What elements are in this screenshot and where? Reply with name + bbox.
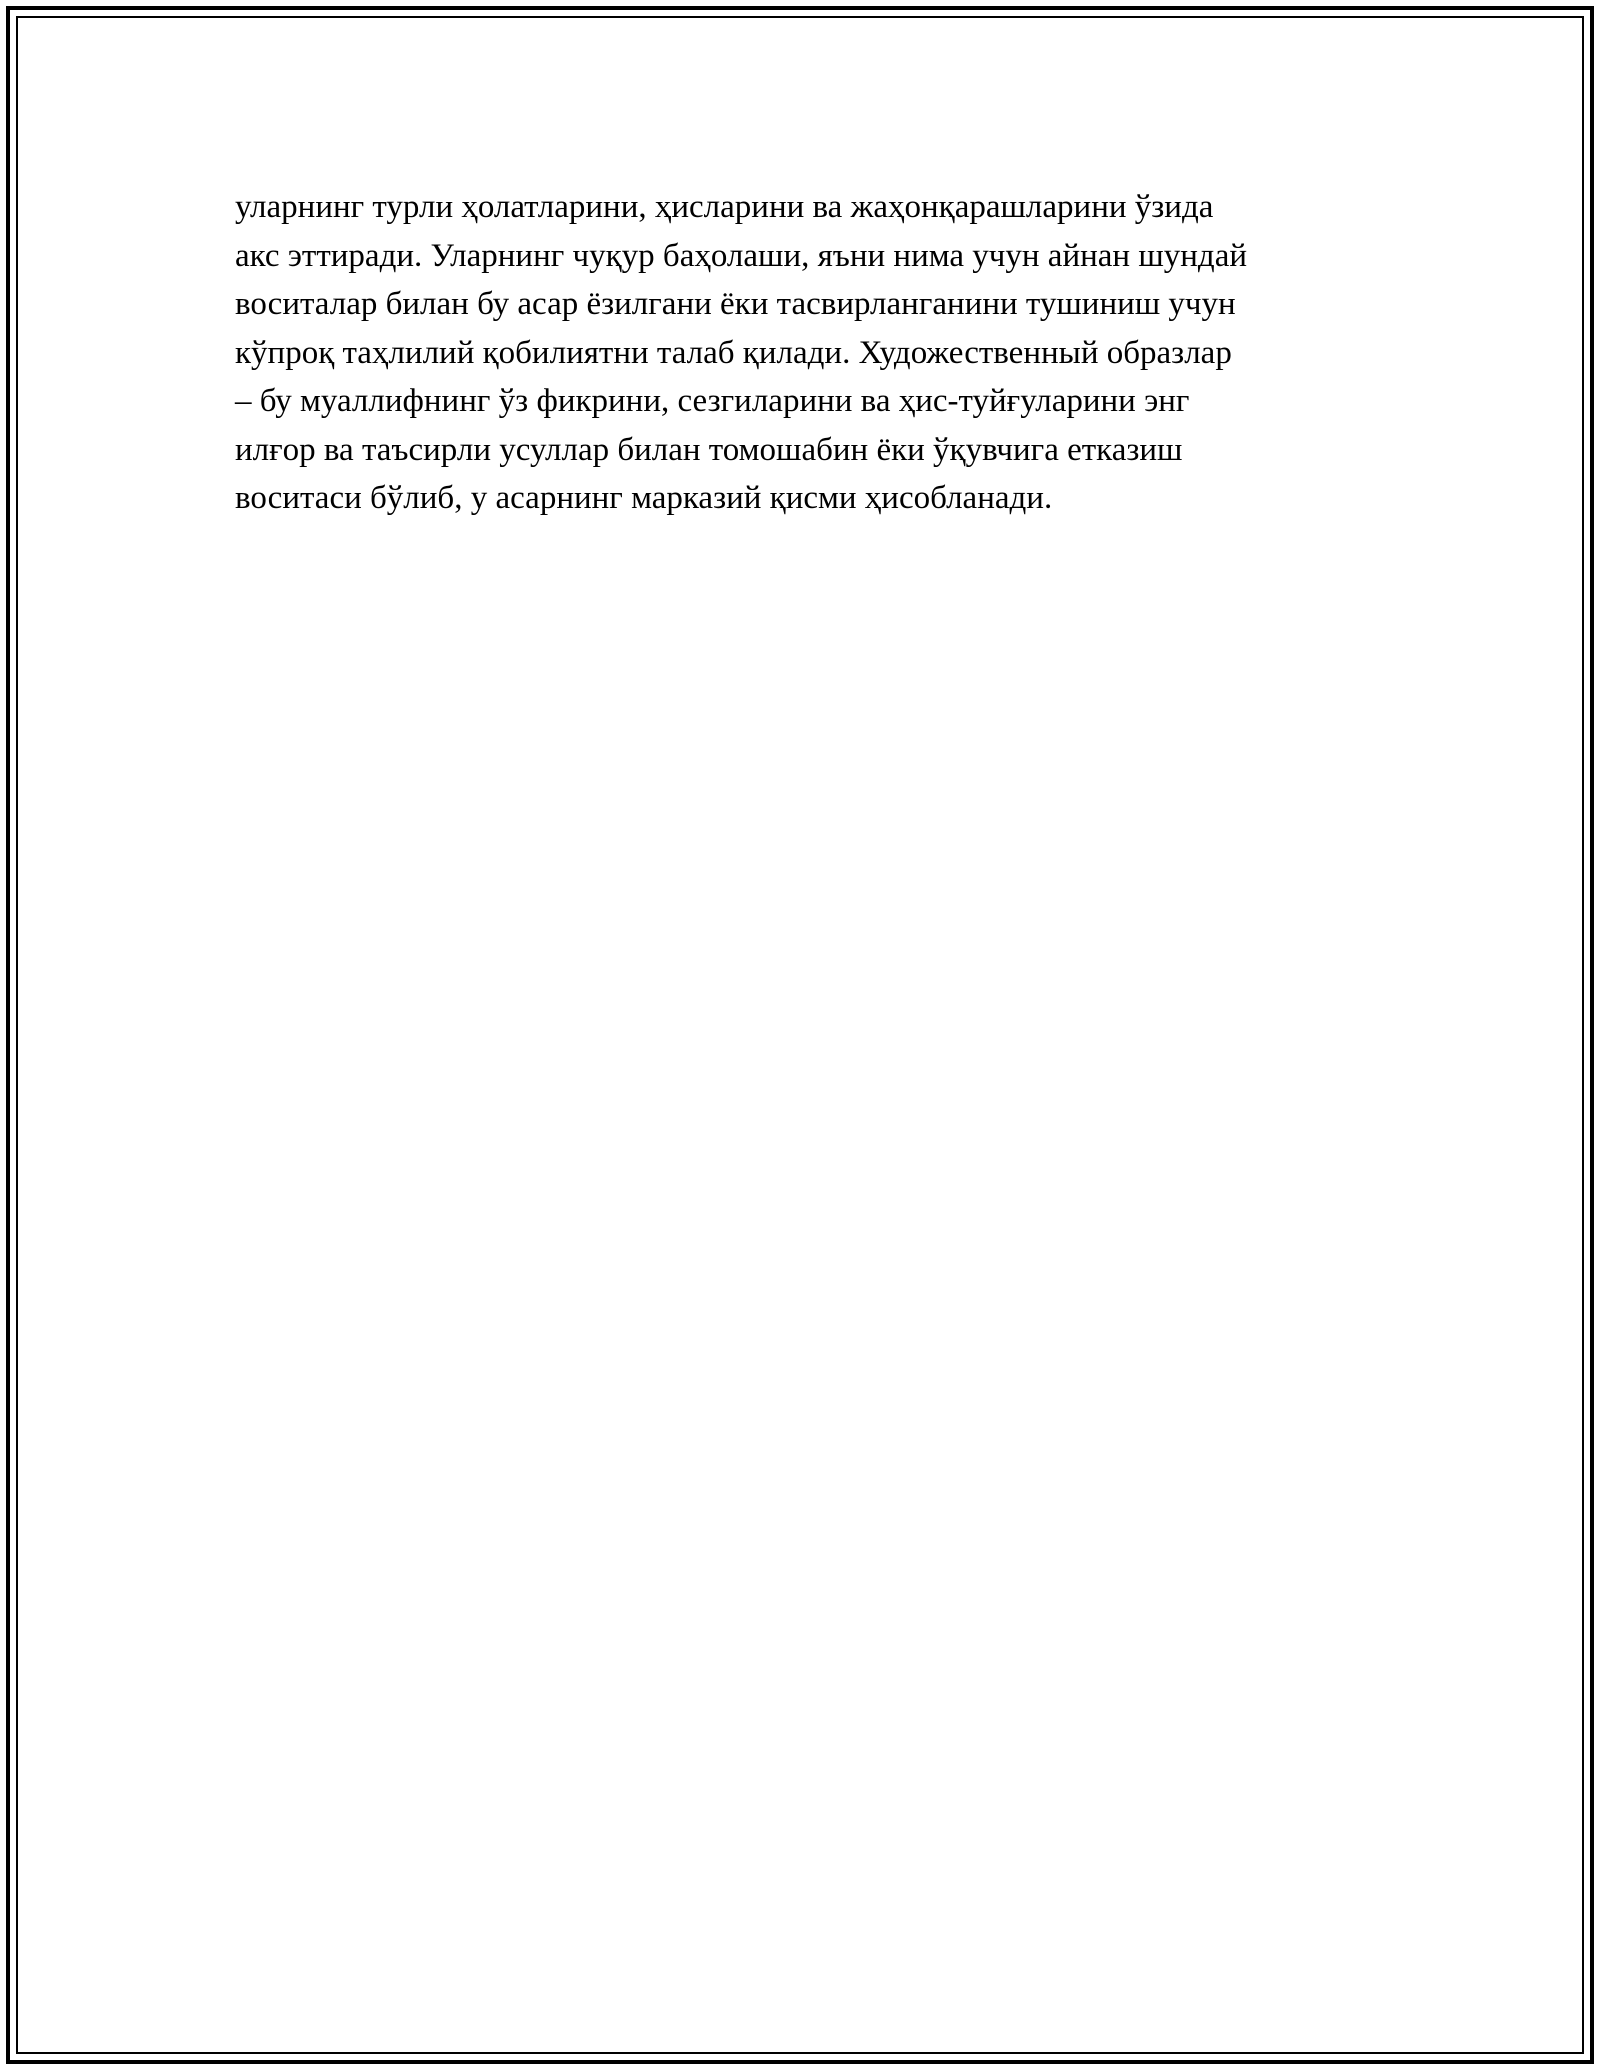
paragraph-line-2: акс эттиради. Уларнинг чуқур баҳолаши, яъни нима учун айнан шундай [235,237,1247,274]
paragraph-line-4: кўпроқ таҳлилий қобилиятни талаб қилади. Художественный образлар [235,334,1232,371]
paragraph-line-7: воситаси бўлиб, у асарнинг марказий қисми ҳисобланади. [235,480,1053,516]
paragraph-line-1: уларнинг турли ҳолатларини, ҳисларини ва жаҳонқарашларини ўзида [235,189,1214,225]
body-paragraph [235,183,1415,523]
paragraph-line-5: – бу муаллифнинг ўз фикрини, сезгиларини ва ҳис-туйғуларини энг [235,383,1190,419]
paragraph-line-3: воситалар билан бу асар ёзилгани ёки тасвирланганини тушиниш учун [235,286,1236,322]
paragraph-line-6: илғор ва таъсирли усуллар билан томошабин ёки ўқувчига етказиш [235,431,1183,468]
